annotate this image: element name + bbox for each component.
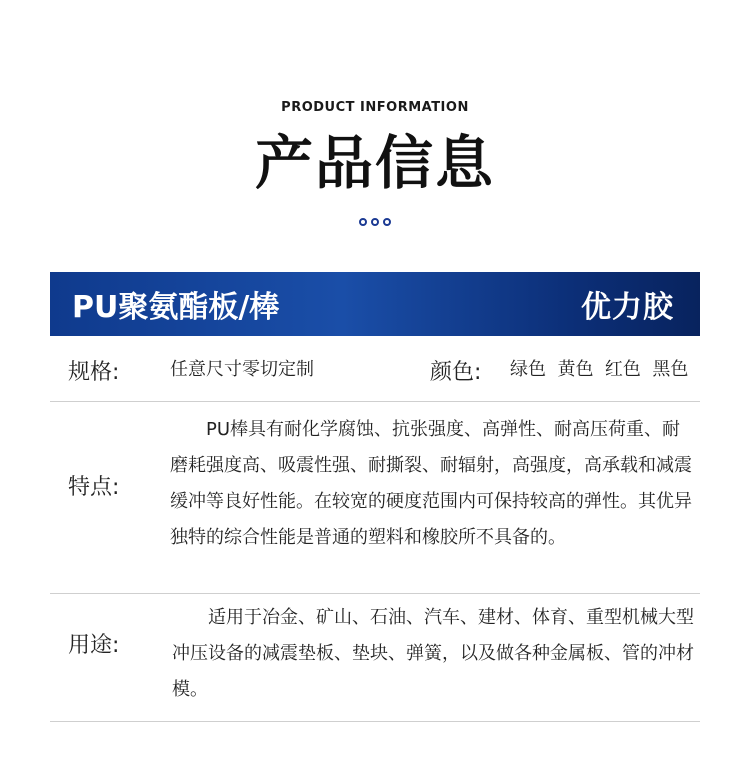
- usage-label: 用途:: [68, 633, 120, 658]
- circle-icon: [359, 218, 367, 226]
- brand-name: 优力胶: [581, 290, 674, 325]
- circle-icon: [371, 218, 379, 226]
- features-text: PU棒具有耐化学腐蚀、抗张强度、高弹性、耐高压荷重、耐磨耗强度高、吸震性强、耐撕裂、耐辐射，高强度，高承载和减震缓冲等良好性能。在较宽的硬度范围内可保持较高的弹性。其优异独特的综合性能是普通的塑料和橡胶所不具备的。: [170, 419, 692, 548]
- spec-value: 任意尺寸零切定制: [170, 359, 314, 380]
- divider: [50, 401, 700, 402]
- color-values: 绿色 黄色 红色 黑色: [510, 359, 689, 380]
- divider: [50, 593, 700, 594]
- divider: [50, 721, 700, 722]
- usage-text: 适用于冶金、矿山、石油、汽车、建材、体育、重型机械大型冲压设备的减震垫板、垫块、弹簧，以及做各种金属板、管的冲材模。: [172, 607, 694, 700]
- circle-icon: [383, 218, 391, 226]
- spec-label: 规格:: [68, 360, 120, 385]
- product-name: PU聚氨酯板/棒: [72, 290, 280, 325]
- features-label: 特点:: [68, 475, 120, 500]
- decorative-dots: [0, 218, 750, 226]
- page-subtitle: PRODUCT INFORMATION: [281, 100, 469, 115]
- page-title: 产品信息: [254, 129, 495, 197]
- color-label: 颜色:: [430, 360, 482, 385]
- product-banner: [50, 272, 700, 336]
